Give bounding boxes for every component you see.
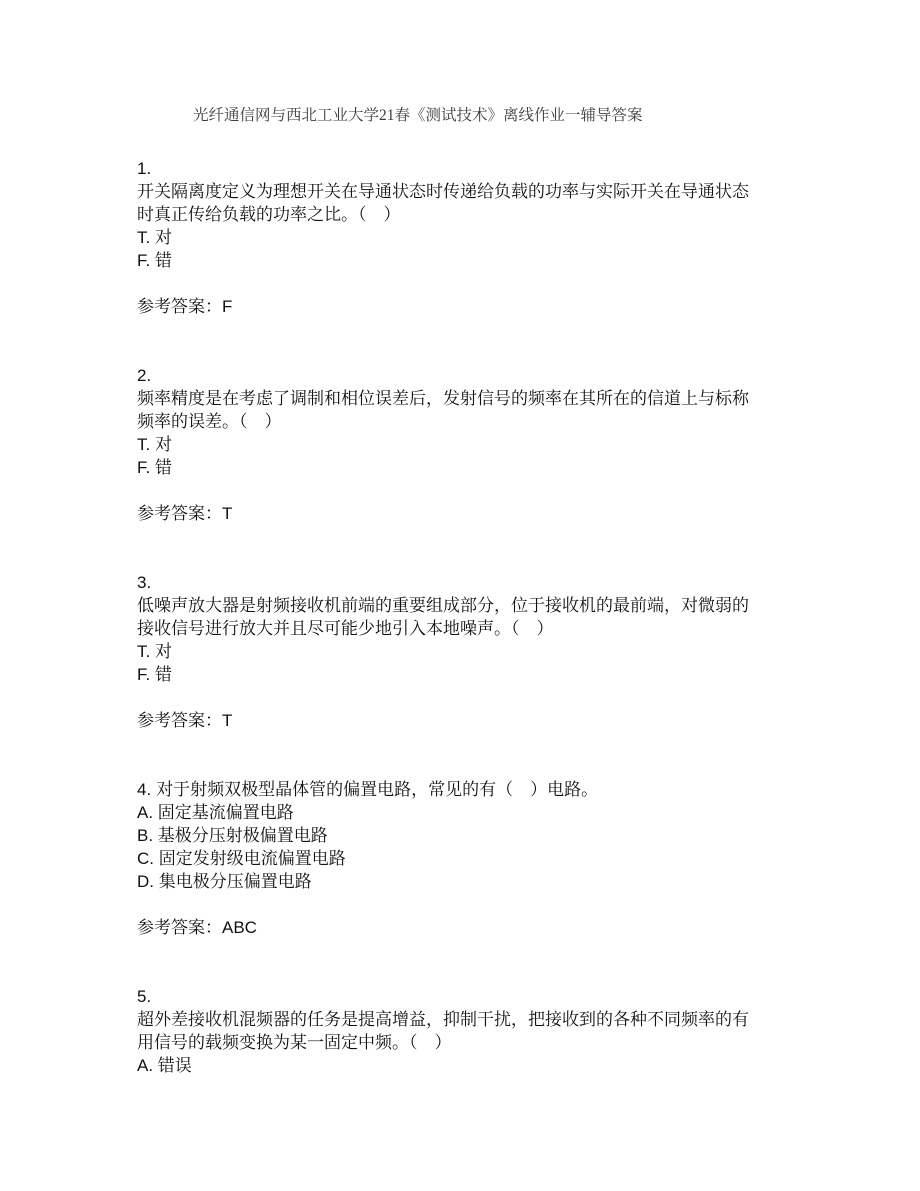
question-block-5 <box>137 985 837 1077</box>
question-text: 对于射频双极型晶体管的偏置电路，常见的有（ ）电路。 <box>156 780 599 799</box>
answer-label: 参考答案： <box>137 711 222 730</box>
question-text-line: 频率精度是在考虑了调制和相位误差后，发射信号的频率在其所在的信道上与标称 <box>137 389 749 408</box>
option-false: F. 错 <box>137 665 172 684</box>
answer-value: ABC <box>222 918 257 937</box>
page-title: 光纤通信网与西北工业大学21春《测试技术》离线作业一辅导答案 <box>193 107 643 124</box>
answer-label: 参考答案： <box>137 504 222 523</box>
reference-answer <box>137 295 837 318</box>
reference-answer <box>137 916 837 939</box>
question-text-line: 接收信号进行放大并且尽可能少地引入本地噪声。（ ） <box>137 619 554 638</box>
option-false: F. 错 <box>137 251 172 270</box>
question-text-line <box>137 778 837 801</box>
question-text-line: 超外差接收机混频器的任务是提高增益，抑制干扰，把接收到的各种不同频率的有 <box>137 1010 749 1029</box>
question-block-4 <box>137 778 837 985</box>
answer-label: 参考答案： <box>137 297 222 316</box>
option-true: T. 对 <box>137 435 172 454</box>
option-c: C. 固定发射级电流偏置电路 <box>137 849 346 868</box>
answer-label: 参考答案： <box>137 918 222 937</box>
option-a: A. 错误 <box>137 1056 192 1075</box>
question-text-line: 频率的误差。（ ） <box>137 412 282 431</box>
reference-answer <box>137 709 837 732</box>
option-a: A. 固定基流偏置电路 <box>137 803 294 822</box>
answer-value: T <box>222 711 233 730</box>
question-block-2 <box>137 364 837 571</box>
question-text-line: 开关隔离度定义为理想开关在导通状态时传递给负载的功率与实际开关在导通状态 <box>137 182 749 201</box>
question-text-line: 用信号的载频变换为某一固定中频。（ ） <box>137 1033 452 1052</box>
question-block-1 <box>137 157 837 364</box>
question-text-line: 时真正传给负载的功率之比。（ ） <box>137 205 401 224</box>
option-false: F. 错 <box>137 458 172 477</box>
document-page <box>137 0 837 1077</box>
answer-value: T <box>222 504 233 523</box>
question-text-line: 低噪声放大器是射频接收机前端的重要组成部分，位于接收机的最前端，对微弱的 <box>137 596 749 615</box>
question-number: 5. <box>137 987 152 1006</box>
option-true: T. 对 <box>137 642 172 661</box>
question-block-3 <box>137 571 837 778</box>
question-number: 1. <box>137 159 152 178</box>
option-true: T. 对 <box>137 228 172 247</box>
question-number: 2. <box>137 366 152 385</box>
option-b: B. 基极分压射极偏置电路 <box>137 826 328 845</box>
question-number: 4. <box>137 780 152 799</box>
question-number: 3. <box>137 573 152 592</box>
answer-value: F <box>222 297 233 316</box>
reference-answer <box>137 502 837 525</box>
option-d: D. 集电极分压偏置电路 <box>137 872 312 891</box>
